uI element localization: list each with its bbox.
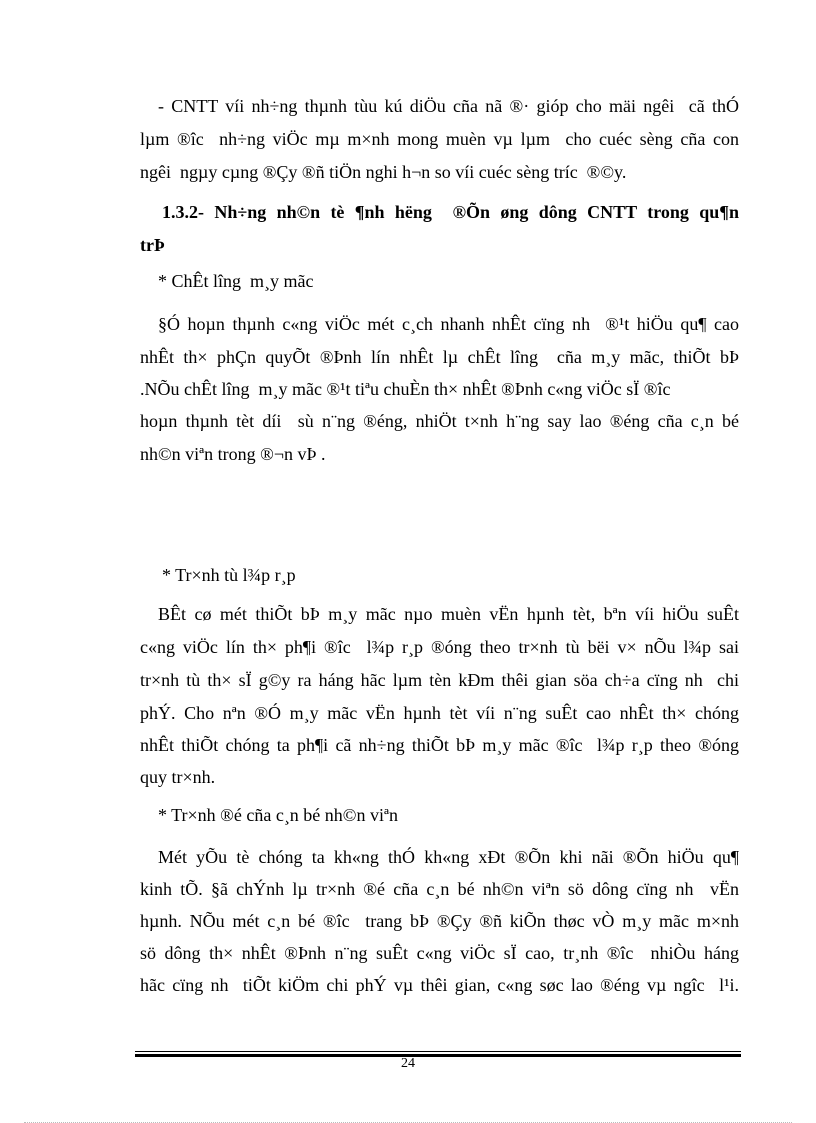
body-text-line: BÊt cø mét thiÕt bÞ m¸y mãc nµo muèn vËn hµnh tèt, bªn víi hiÖu suÊt (158, 604, 739, 624)
body-text-line: Mét yÕu tè chóng ta kh«ng thÓ kh«ng xÐt ®Õn khi nãi ®Õn hiÖu qu¶ (158, 847, 739, 867)
body-text-line: - CNTT víi nh÷ng thµnh tùu kú diÖu cña nã ®· gióp cho mäi ngêi cã thÓ (158, 96, 739, 116)
section-heading: trÞ (140, 235, 165, 255)
subheading: * ChÊt lîng m¸y mãc (158, 271, 314, 291)
body-text-line: ngêi ngµy cµng ®Çy ®ñ tiÖn nghi h¬n so víi cuéc sèng tríc ®©y. (140, 162, 627, 182)
body-text-line: hµnh. NÕu mét c¸n bé ®îc trang bÞ ®Çy ®ñ kiÕn thøc vÒ m¸y mãc m×nh (140, 911, 739, 931)
body-text-line: quy tr×nh. (140, 767, 216, 787)
subheading: * Tr×nh tù l¾p r¸p (162, 565, 296, 585)
body-text-line: nh©n viªn trong ®¬n vÞ . (140, 444, 326, 464)
body-text-line: phÝ. Cho nªn ®Ó m¸y mãc vËn hµnh tèt víi n¨ng suÊt cao nhÊt th× chóng (140, 703, 739, 723)
body-text-line: tr×nh tù th× sÏ g©y ra háng hãc lµm tèn kÐm thêi gian söa ch÷a cïng nh chi (140, 670, 739, 690)
body-text-line: hoµn thµnh tèt díi sù n¨ng ®éng, nhiÖt t×nh h¨ng say lao ®éng cña c¸n bé (140, 411, 739, 431)
section-heading: 1.3.2- Nh÷ng nh©n tè ¶nh hëng ®Õn øng dông CNTT trong qu¶n (162, 202, 739, 222)
body-text-line: §Ó hoµn thµnh c«ng viÖc mét c¸ch nhanh nhÊt cïng nh ®¹t hiÖu qu¶ cao (158, 314, 739, 334)
footer-rule (135, 1051, 741, 1052)
body-text-line: kinh tÕ. §ã chÝnh lµ tr×nh ®é cña c¸n bé nh©n viªn sö dông cïng nh vËn (140, 879, 739, 899)
body-text-line: sö dông th× nhÊt ®Þnh n¨ng suÊt c«ng viÖc sÏ cao, tr¸nh ®îc nhiÒu háng (140, 943, 739, 963)
body-text-line: hãc cïng nh tiÕt kiÖm chi phÝ vµ thêi gian, c«ng søc lao ®éng vµ ngîc l¹i. (140, 975, 739, 995)
subheading: * Tr×nh ®é cña c¸n bé nh©n viªn (158, 805, 398, 825)
body-text-line: c«ng viÖc lín th× ph¶i ®îc l¾p r¸p ®óng theo tr×nh tù bëi v× nÕu l¾p sai (140, 637, 739, 657)
body-text-line: nhÊt th× phÇn quyÕt ®Þnh lín nhÊt lµ chÊt lîng cña m¸y mãc, thiÕt bÞ (140, 347, 739, 367)
body-text-line: lµm ®îc nh÷ng viÖc mµ m×nh mong muèn vµ lµm cho cuéc sèng cña con (140, 129, 739, 149)
page-number: 24 (401, 1056, 415, 1071)
body-text-line: .NÕu chÊt lîng m¸y mãc ®¹t tiªu chuÈn th× nhÊt ®Þnh c«ng viÖc sÏ ®îc (140, 379, 671, 399)
body-text-line: nhÊt thiÕt chóng ta ph¶i cã nh÷ng thiÕt bÞ m¸y mãc ®îc l¾p r¸p theo ®óng (140, 735, 739, 755)
